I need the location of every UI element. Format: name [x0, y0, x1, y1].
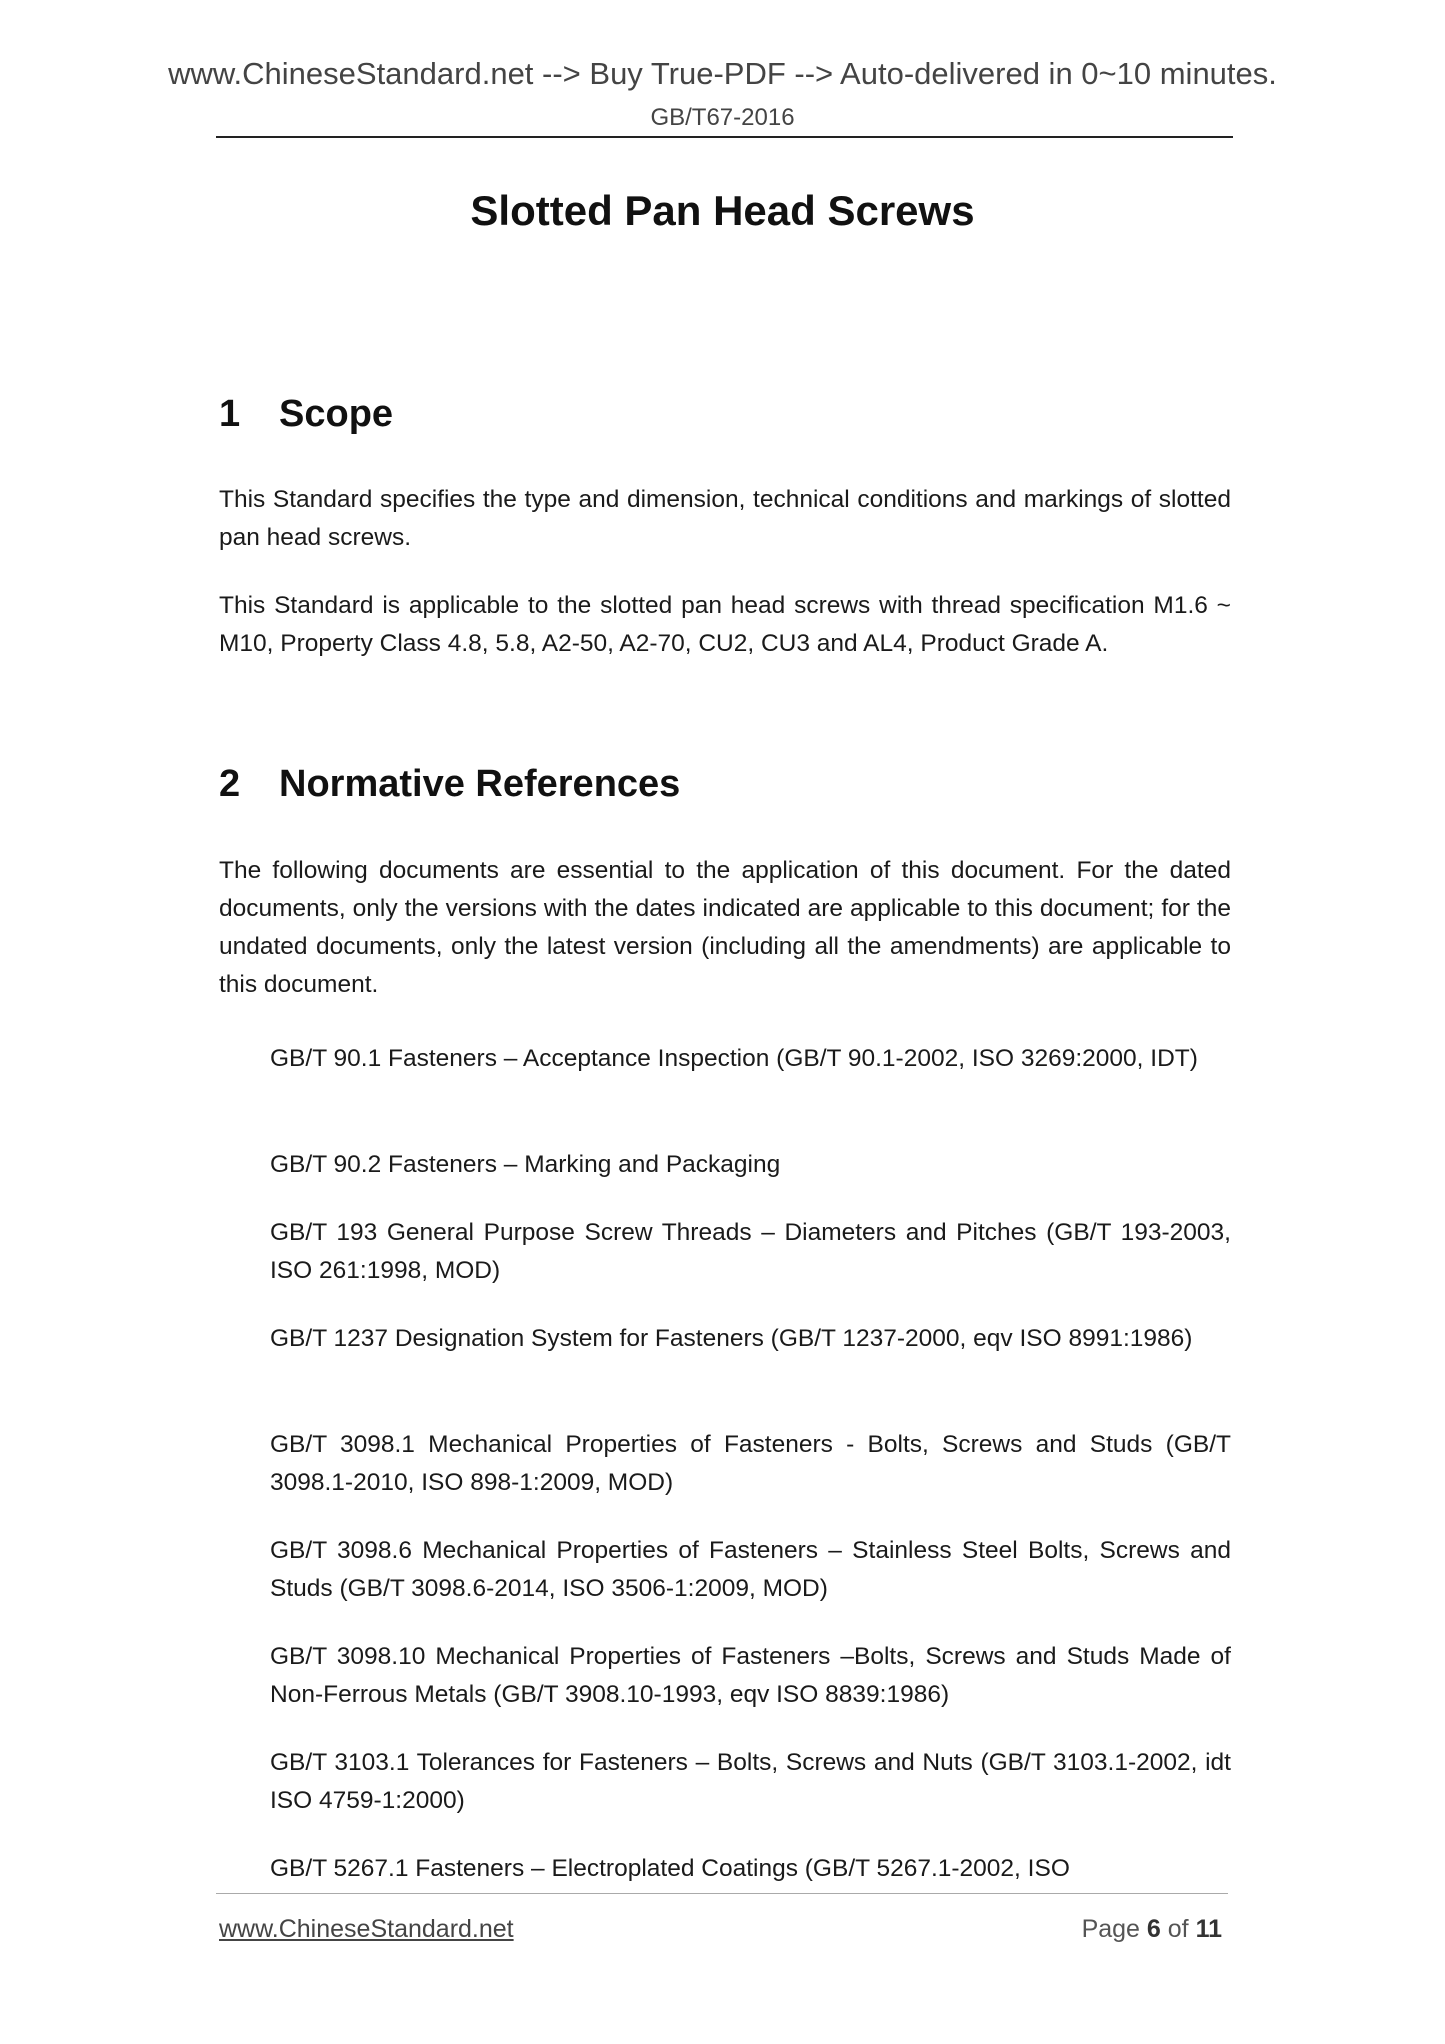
header-standard-number: GB/T67-2016	[650, 104, 795, 131]
reference-item: GB/T 90.1 Fasteners – Acceptance Inspection (GB/T 90.1-2002, ISO 3269:2000, IDT)	[270, 1045, 1198, 1072]
page-of-label: of	[1160, 1915, 1196, 1943]
scope-paragraph-2: This Standard is applicable to the slotted pan head screws with thread specification M1.6 ~ M10, Property Class 4.8, 5.8, A2-50, A2-70, CU2, CU3 and AL4, Product Grade A.	[219, 592, 1231, 657]
section-title: Scope	[279, 393, 394, 435]
references-intro-paragraph: The following documents are essential to the application of this document. For the dated documents, only the versions with the dates indicated are applicable to this document; for the undated documents, only the latest version (including all the amendments) are applicable to this document.	[219, 857, 1231, 998]
section-number: 2	[219, 763, 241, 805]
section-heading-normative-references	[219, 765, 680, 803]
footer-site-link[interactable]: www.ChineseStandard.net	[219, 1915, 514, 1943]
reference-item: GB/T 3098.1 Mechanical Properties of Fasteners - Bolts, Screws and Studs (GB/T 3098.1-2010, ISO 898-1:2009, MOD)	[270, 1431, 1231, 1496]
document-title: Slotted Pan Head Screws	[470, 187, 975, 234]
reference-item: GB/T 1237 Designation System for Fasteners (GB/T 1237-2000, eqv ISO 8991:1986)	[270, 1325, 1193, 1352]
header-divider	[216, 136, 1233, 138]
reference-item: GB/T 3098.6 Mechanical Properties of Fasteners – Stainless Steel Bolts, Screws and Studs (GB/T 3098.6-2014, ISO 3506-1:2009, MOD)	[270, 1537, 1231, 1602]
page-total: 11	[1195, 1915, 1222, 1943]
section-title: Normative References	[279, 763, 681, 805]
footer-divider	[216, 1893, 1228, 1894]
reference-item: GB/T 90.2 Fasteners – Marking and Packaging	[270, 1151, 781, 1178]
section-heading-scope	[219, 395, 393, 433]
section-number: 1	[219, 393, 241, 435]
reference-item: GB/T 193 General Purpose Screw Threads – Diameters and Pitches (GB/T 193-2003, ISO 261:1998, MOD)	[270, 1219, 1231, 1284]
page-label: Page	[1081, 1915, 1147, 1943]
page-number	[1082, 1917, 1222, 1942]
header-banner: www.ChineseStandard.net --> Buy True-PDF --> Auto-delivered in 0~10 minutes.	[168, 56, 1277, 91]
page-current: 6	[1146, 1915, 1161, 1943]
reference-item: GB/T 5267.1 Fasteners – Electroplated Coatings (GB/T 5267.1-2002, ISO	[270, 1855, 1070, 1882]
scope-paragraph-1: This Standard specifies the type and dimension, technical conditions and markings of slotted pan head screws.	[219, 486, 1231, 551]
reference-item: GB/T 3098.10 Mechanical Properties of Fasteners –Bolts, Screws and Studs Made of Non-Ferrous Metals (GB/T 3908.10-1993, eqv ISO 8839:1986)	[270, 1643, 1231, 1708]
reference-item: GB/T 3103.1 Tolerances for Fasteners – Bolts, Screws and Nuts (GB/T 3103.1-2002, idt ISO 4759-1:2000)	[270, 1749, 1231, 1814]
